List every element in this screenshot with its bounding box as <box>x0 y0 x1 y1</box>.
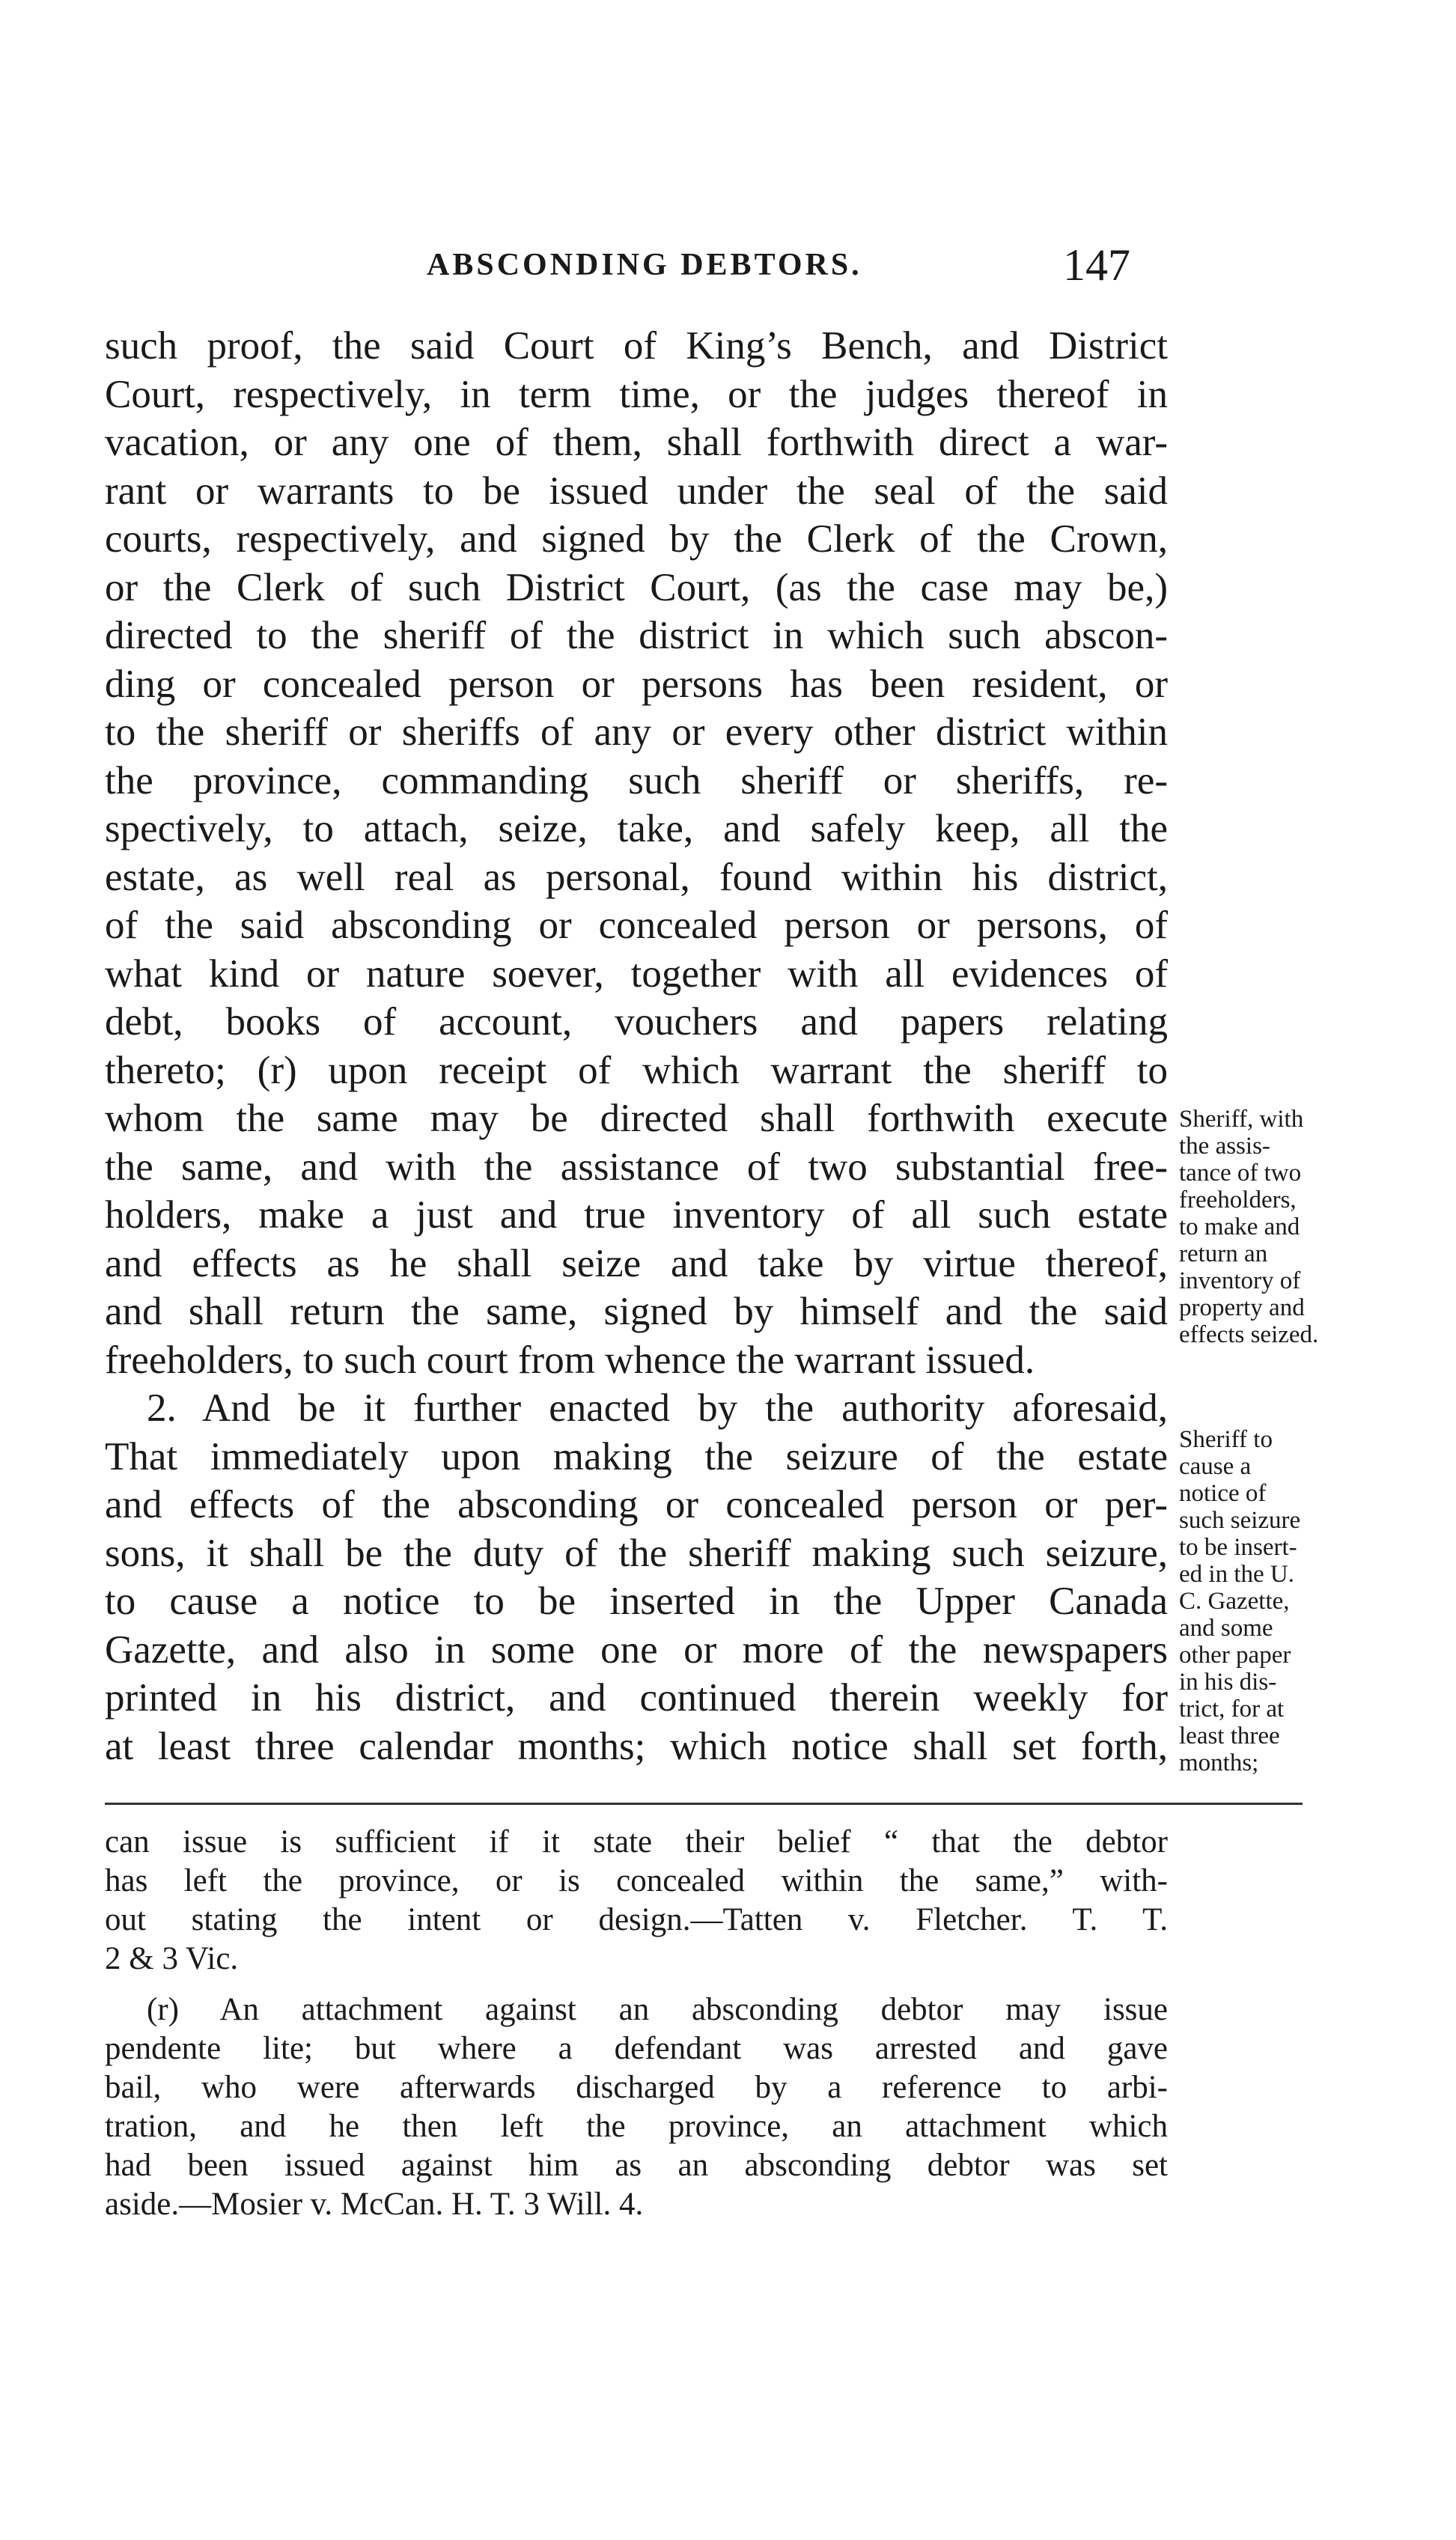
body-line: That immediately upon making the seizure of the estate <box>105 1434 1168 1478</box>
margin-note-line: trict, for at <box>1179 1696 1285 1723</box>
body-line: to cause a notice to be inserted in the Upper Canada <box>105 1580 1168 1623</box>
margin-note-line: and some <box>1179 1615 1273 1642</box>
body-line: at least three calendar months; which notice shall set forth, <box>105 1724 1168 1768</box>
margin-note-line: notice of <box>1179 1480 1267 1507</box>
body-line: directed to the sheriff of the district in which such abscon- <box>105 614 1168 657</box>
margin-note-line: months; <box>1179 1749 1259 1776</box>
margin-note-line: return an <box>1179 1240 1268 1267</box>
margin-note-line: in his dis- <box>1179 1669 1277 1696</box>
body-line: to the sheriff or sheriffs of any or every other district within <box>105 710 1168 754</box>
body-line: and effects of the absconding or concealed person or per- <box>105 1483 1168 1526</box>
footnotes <box>105 1823 1168 2224</box>
body-line: freeholders, to such court from whence the warrant issued. <box>105 1338 1035 1382</box>
body-line: the same, and with the assistance of two substantial free- <box>105 1145 1168 1189</box>
footnote-line: had been issued against him as an absconding debtor was set <box>105 2148 1168 2183</box>
margin-note-line: inventory of <box>1179 1267 1301 1294</box>
body-line: Gazette, and also in some one or more of the newspapers <box>105 1627 1168 1672</box>
margin-note-line: ed in the U. <box>1179 1561 1294 1588</box>
margin-note-line: least three <box>1179 1723 1280 1749</box>
margin-note-line: to make and <box>1179 1213 1300 1240</box>
body-line: thereto; (r) upon receipt of which warrant the sheriff to <box>105 1048 1168 1092</box>
body-line: vacation, or any one of them, shall forthwith direct a war- <box>105 421 1168 464</box>
margin-note-line: to be insert- <box>1179 1534 1297 1561</box>
footnote-line: tration, and he then left the province, an attachment which <box>105 2109 1168 2144</box>
body-line: debt, books of account, vouchers and papers relating <box>105 1000 1168 1044</box>
running-head <box>105 240 1153 299</box>
footnote-line: out stating the intent or design.—Tatten v. Fletcher. T. T. <box>105 1902 1168 1937</box>
body-line: of the said absconding or concealed person or persons, of <box>105 904 1168 947</box>
body-line: the province, commanding such sheriff or sheriffs, re- <box>105 758 1168 802</box>
footnote-line: has left the province, or is concealed within the same,” with- <box>105 1863 1168 1898</box>
margin-note-line: freeholders, <box>1179 1187 1297 1213</box>
margin-note-line: Sheriff, with <box>1179 1106 1304 1133</box>
page-number: 147 <box>1063 240 1130 290</box>
margin-note-line: Sheriff to <box>1179 1426 1273 1453</box>
margin-note-line: tance of two <box>1179 1160 1302 1187</box>
margin-note-sheriff-inventory <box>1179 1106 1381 1348</box>
margin-note-line: such seizure <box>1179 1507 1301 1534</box>
margin-note-line: the assis- <box>1179 1133 1270 1160</box>
footnote-line: bail, who were afterwards discharged by a reference to arbi- <box>105 2070 1168 2105</box>
footnote-line: can issue is sufficient if it state their belief “ that the debtor <box>105 1824 1168 1860</box>
body-line: courts, respectively, and signed by the Clerk of the Crown, <box>105 517 1168 561</box>
body-line: spectively, to attach, seize, take, and safely keep, all the <box>105 807 1168 850</box>
body-line: rant or warrants to be issued under the seal of the said <box>105 469 1168 513</box>
footnote-line: 2 & 3 Vic. <box>105 1941 239 1976</box>
footnote-line: pendente lite; but where a defendant was arrested and gave <box>105 2031 1168 2066</box>
body-line: printed in his district, and continued therein weekly for <box>105 1676 1168 1720</box>
body-line: Court, respectively, in term time, or the judges thereof in <box>105 372 1168 416</box>
body-line: whom the same may be directed shall forthwith execute <box>105 1097 1168 1140</box>
main-text <box>105 322 1168 1770</box>
margin-note-line: property and <box>1179 1294 1305 1321</box>
body-line: such proof, the said Court of King’s Bench, and District <box>105 324 1168 368</box>
section-2-first-line: 2. And be it further enacted by the authority aforesaid, <box>147 1386 1168 1430</box>
footnote-line: aside.—Mosier v. McCan. H. T. 3 Will. 4. <box>105 2187 644 2222</box>
running-title: ABSCONDING DEBTORS. <box>427 248 862 282</box>
body-line: holders, make a just and true inventory of all such estate <box>105 1193 1168 1237</box>
footnote-divider <box>105 1803 1303 1805</box>
footnote-gap <box>105 1979 1168 1991</box>
body-line: estate, as well real as personal, found within his district, <box>105 855 1168 899</box>
margin-note-line: C. Gazette, <box>1179 1588 1290 1615</box>
body-line: sons, it shall be the duty of the sheriff making such seizure, <box>105 1531 1168 1575</box>
margin-note-line: effects seized. <box>1179 1321 1319 1348</box>
margin-note-line: other paper <box>1179 1642 1291 1669</box>
body-line: ding or concealed person or persons has been resident, or <box>105 662 1168 706</box>
body-line: and effects as he shall seize and take by virtue thereof, <box>105 1241 1168 1285</box>
margin-note-line: cause a <box>1179 1453 1252 1480</box>
margin-note-sheriff-notice <box>1179 1426 1381 1776</box>
body-line: or the Clerk of such District Court, (as the case may be,) <box>105 565 1168 609</box>
body-line: and shall return the same, signed by himself and the said <box>105 1290 1168 1333</box>
body-line: what kind or nature soever, together with all evidences of <box>105 951 1168 996</box>
footnote-r-first-line: (r) An attachment against an absconding debtor may issue <box>147 1992 1168 2027</box>
